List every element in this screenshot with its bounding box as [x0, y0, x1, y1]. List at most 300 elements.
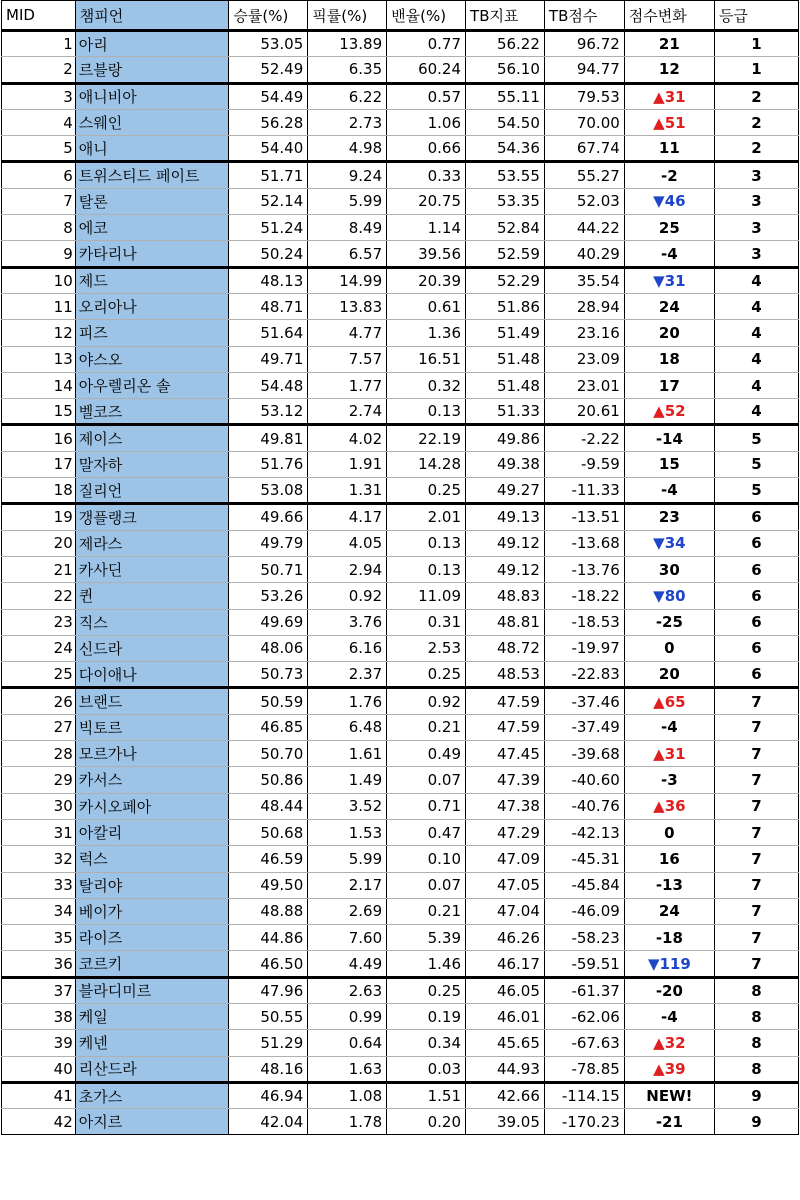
- cell-ban-rate: 0.47: [387, 819, 466, 845]
- cell-pick-rate: 1.63: [308, 1056, 387, 1082]
- cell-win-rate: 49.50: [229, 872, 308, 898]
- table-row: [2, 609, 799, 635]
- cell-champion: 질리언: [75, 478, 229, 504]
- cell-score-change: 24: [624, 898, 714, 924]
- cell-champion: 아지르: [75, 1109, 229, 1135]
- cell-mid: 30: [2, 793, 76, 819]
- cell-grade: 8: [714, 977, 798, 1003]
- cell-mid: 15: [2, 399, 76, 425]
- table-row: [2, 1003, 799, 1029]
- cell-grade: 8: [714, 1056, 798, 1082]
- cell-grade: 7: [714, 925, 798, 951]
- cell-score-change: 21: [624, 31, 714, 57]
- cell-score-change: 15: [624, 451, 714, 477]
- cell-ban-rate: 0.13: [387, 399, 466, 425]
- cell-pick-rate: 9.24: [308, 162, 387, 188]
- table-row: [2, 267, 799, 293]
- cell-tb-score: -67.63: [544, 1030, 624, 1056]
- cell-tb-index: 45.65: [466, 1030, 545, 1056]
- cell-score-change: 20: [624, 320, 714, 346]
- header-tb-index: TB지표: [466, 1, 545, 31]
- cell-score-change: -4: [624, 714, 714, 740]
- cell-tb-score: -170.23: [544, 1109, 624, 1135]
- cell-pick-rate: 5.99: [308, 846, 387, 872]
- table-row: [2, 293, 799, 319]
- cell-champion: 카사딘: [75, 556, 229, 582]
- cell-pick-rate: 6.57: [308, 241, 387, 267]
- cell-win-rate: 51.24: [229, 215, 308, 241]
- cell-tb-score: 79.53: [544, 83, 624, 109]
- table-row: [2, 793, 799, 819]
- cell-grade: 6: [714, 556, 798, 582]
- cell-win-rate: 50.71: [229, 556, 308, 582]
- table-row: [2, 925, 799, 951]
- cell-mid: 29: [2, 767, 76, 793]
- cell-mid: 10: [2, 267, 76, 293]
- cell-champion: 피즈: [75, 320, 229, 346]
- table-row: [2, 951, 799, 977]
- cell-grade: 7: [714, 793, 798, 819]
- cell-champion: 카타리나: [75, 241, 229, 267]
- cell-grade: 3: [714, 241, 798, 267]
- cell-ban-rate: 1.14: [387, 215, 466, 241]
- cell-champion: 럭스: [75, 846, 229, 872]
- cell-ban-rate: 20.75: [387, 188, 466, 214]
- cell-tb-score: -22.83: [544, 662, 624, 688]
- cell-mid: 20: [2, 530, 76, 556]
- cell-tb-index: 51.33: [466, 399, 545, 425]
- cell-win-rate: 48.88: [229, 898, 308, 924]
- cell-tb-index: 47.09: [466, 846, 545, 872]
- table-row: [2, 372, 799, 398]
- cell-champion: 아우렐리온 솔: [75, 372, 229, 398]
- cell-tb-score: -78.85: [544, 1056, 624, 1082]
- table-row: [2, 1030, 799, 1056]
- cell-tb-score: -40.76: [544, 793, 624, 819]
- cell-champion: 르블랑: [75, 57, 229, 83]
- cell-tb-index: 48.53: [466, 662, 545, 688]
- cell-tb-index: 52.84: [466, 215, 545, 241]
- cell-tb-score: -13.51: [544, 504, 624, 530]
- cell-win-rate: 50.86: [229, 767, 308, 793]
- cell-pick-rate: 0.64: [308, 1030, 387, 1056]
- cell-tb-score: -42.13: [544, 819, 624, 845]
- cell-champion: 라이즈: [75, 925, 229, 951]
- cell-mid: 41: [2, 1082, 76, 1108]
- cell-pick-rate: 2.94: [308, 556, 387, 582]
- cell-champion: 직스: [75, 609, 229, 635]
- cell-pick-rate: 13.89: [308, 31, 387, 57]
- cell-win-rate: 53.26: [229, 583, 308, 609]
- cell-tb-score: -19.97: [544, 635, 624, 661]
- table-row: [2, 31, 799, 57]
- cell-tb-score: -58.23: [544, 925, 624, 951]
- cell-ban-rate: 0.20: [387, 1109, 466, 1135]
- cell-win-rate: 50.59: [229, 688, 308, 714]
- cell-mid: 39: [2, 1030, 76, 1056]
- cell-pick-rate: 0.99: [308, 1003, 387, 1029]
- cell-champion: 제라스: [75, 530, 229, 556]
- cell-tb-score: 40.29: [544, 241, 624, 267]
- cell-win-rate: 50.73: [229, 662, 308, 688]
- cell-grade: 7: [714, 714, 798, 740]
- cell-win-rate: 46.94: [229, 1082, 308, 1108]
- table-row: [2, 583, 799, 609]
- cell-grade: 4: [714, 346, 798, 372]
- cell-score-change: -21: [624, 1109, 714, 1135]
- table-row: [2, 346, 799, 372]
- cell-grade: 6: [714, 662, 798, 688]
- cell-win-rate: 51.76: [229, 451, 308, 477]
- cell-win-rate: 44.86: [229, 925, 308, 951]
- cell-mid: 34: [2, 898, 76, 924]
- cell-champion: 아리: [75, 31, 229, 57]
- table-row: [2, 57, 799, 83]
- cell-pick-rate: 5.99: [308, 188, 387, 214]
- cell-champion: 빅토르: [75, 714, 229, 740]
- cell-grade: 7: [714, 688, 798, 714]
- cell-champion: 모르가나: [75, 741, 229, 767]
- table-row: [2, 898, 799, 924]
- cell-win-rate: 48.16: [229, 1056, 308, 1082]
- cell-champion: 아칼리: [75, 819, 229, 845]
- cell-champion: 퀸: [75, 583, 229, 609]
- header-pick-rate: 픽률(%): [308, 1, 387, 31]
- table-row: [2, 399, 799, 425]
- table-row: [2, 662, 799, 688]
- cell-mid: 2: [2, 57, 76, 83]
- cell-tb-score: -114.15: [544, 1082, 624, 1108]
- cell-mid: 42: [2, 1109, 76, 1135]
- cell-tb-index: 48.72: [466, 635, 545, 661]
- cell-grade: 3: [714, 188, 798, 214]
- cell-pick-rate: 4.02: [308, 425, 387, 451]
- cell-tb-score: -45.84: [544, 872, 624, 898]
- cell-tb-score: 94.77: [544, 57, 624, 83]
- cell-tb-index: 51.86: [466, 293, 545, 319]
- cell-mid: 5: [2, 136, 76, 162]
- cell-win-rate: 52.49: [229, 57, 308, 83]
- cell-tb-index: 49.13: [466, 504, 545, 530]
- cell-mid: 32: [2, 846, 76, 872]
- cell-champion: 탈리야: [75, 872, 229, 898]
- table-row: [2, 188, 799, 214]
- cell-mid: 11: [2, 293, 76, 319]
- cell-pick-rate: 1.61: [308, 741, 387, 767]
- cell-score-change: -18: [624, 925, 714, 951]
- cell-mid: 26: [2, 688, 76, 714]
- cell-pick-rate: 2.73: [308, 109, 387, 135]
- cell-mid: 14: [2, 372, 76, 398]
- table-row: [2, 530, 799, 556]
- cell-ban-rate: 0.21: [387, 714, 466, 740]
- cell-ban-rate: 0.32: [387, 372, 466, 398]
- cell-win-rate: 51.29: [229, 1030, 308, 1056]
- cell-champion: 케일: [75, 1003, 229, 1029]
- cell-mid: 12: [2, 320, 76, 346]
- header-grade: 등급: [714, 1, 798, 31]
- cell-mid: 37: [2, 977, 76, 1003]
- cell-grade: 4: [714, 320, 798, 346]
- cell-ban-rate: 39.56: [387, 241, 466, 267]
- cell-ban-rate: 5.39: [387, 925, 466, 951]
- cell-pick-rate: 4.49: [308, 951, 387, 977]
- cell-pick-rate: 1.31: [308, 478, 387, 504]
- cell-ban-rate: 0.31: [387, 609, 466, 635]
- cell-champion: 리산드라: [75, 1056, 229, 1082]
- cell-score-change: ▼46: [624, 188, 714, 214]
- cell-tb-index: 49.27: [466, 478, 545, 504]
- cell-win-rate: 53.08: [229, 478, 308, 504]
- cell-win-rate: 50.24: [229, 241, 308, 267]
- cell-ban-rate: 0.10: [387, 846, 466, 872]
- cell-ban-rate: 0.25: [387, 977, 466, 1003]
- cell-tb-index: 56.10: [466, 57, 545, 83]
- table-row: [2, 1056, 799, 1082]
- cell-win-rate: 48.06: [229, 635, 308, 661]
- header-champion: 챔피언: [75, 1, 229, 31]
- cell-pick-rate: 4.17: [308, 504, 387, 530]
- cell-mid: 17: [2, 451, 76, 477]
- cell-pick-rate: 4.98: [308, 136, 387, 162]
- cell-mid: 24: [2, 635, 76, 661]
- cell-win-rate: 42.04: [229, 1109, 308, 1135]
- cell-mid: 1: [2, 31, 76, 57]
- cell-win-rate: 46.85: [229, 714, 308, 740]
- cell-champion: 벨코즈: [75, 399, 229, 425]
- cell-champion: 제드: [75, 267, 229, 293]
- cell-tb-index: 47.05: [466, 872, 545, 898]
- cell-tb-score: -59.51: [544, 951, 624, 977]
- cell-tb-score: 96.72: [544, 31, 624, 57]
- cell-ban-rate: 0.13: [387, 556, 466, 582]
- cell-tb-score: 44.22: [544, 215, 624, 241]
- cell-tb-index: 47.04: [466, 898, 545, 924]
- cell-mid: 9: [2, 241, 76, 267]
- cell-win-rate: 54.40: [229, 136, 308, 162]
- cell-champion: 블라디미르: [75, 977, 229, 1003]
- cell-grade: 6: [714, 635, 798, 661]
- cell-tb-score: 35.54: [544, 267, 624, 293]
- cell-score-change: 20: [624, 662, 714, 688]
- cell-grade: 8: [714, 1003, 798, 1029]
- cell-win-rate: 48.44: [229, 793, 308, 819]
- cell-ban-rate: 0.25: [387, 478, 466, 504]
- cell-score-change: ▲65: [624, 688, 714, 714]
- cell-grade: 7: [714, 898, 798, 924]
- cell-tb-index: 46.01: [466, 1003, 545, 1029]
- cell-win-rate: 50.70: [229, 741, 308, 767]
- cell-mid: 4: [2, 109, 76, 135]
- table-row: [2, 451, 799, 477]
- table-row: [2, 635, 799, 661]
- cell-mid: 13: [2, 346, 76, 372]
- cell-grade: 6: [714, 609, 798, 635]
- cell-tb-index: 42.66: [466, 1082, 545, 1108]
- cell-ban-rate: 1.46: [387, 951, 466, 977]
- cell-mid: 8: [2, 215, 76, 241]
- cell-champion: 카시오페아: [75, 793, 229, 819]
- cell-tb-score: -13.68: [544, 530, 624, 556]
- cell-tb-score: -39.68: [544, 741, 624, 767]
- cell-tb-index: 46.17: [466, 951, 545, 977]
- cell-grade: 5: [714, 451, 798, 477]
- cell-win-rate: 49.81: [229, 425, 308, 451]
- cell-tb-index: 52.29: [466, 267, 545, 293]
- cell-grade: 7: [714, 767, 798, 793]
- cell-pick-rate: 1.77: [308, 372, 387, 398]
- cell-pick-rate: 0.92: [308, 583, 387, 609]
- cell-tb-score: -18.53: [544, 609, 624, 635]
- cell-tb-score: -18.22: [544, 583, 624, 609]
- cell-score-change: 12: [624, 57, 714, 83]
- table-row: [2, 215, 799, 241]
- cell-champion: 탈론: [75, 188, 229, 214]
- cell-score-change: 17: [624, 372, 714, 398]
- cell-ban-rate: 0.57: [387, 83, 466, 109]
- cell-score-change: -13: [624, 872, 714, 898]
- cell-pick-rate: 6.48: [308, 714, 387, 740]
- cell-pick-rate: 1.49: [308, 767, 387, 793]
- cell-tb-score: -62.06: [544, 1003, 624, 1029]
- cell-score-change: -14: [624, 425, 714, 451]
- table-row: [2, 1109, 799, 1135]
- table-row: [2, 767, 799, 793]
- cell-pick-rate: 6.35: [308, 57, 387, 83]
- cell-grade: 6: [714, 504, 798, 530]
- cell-champion: 스웨인: [75, 109, 229, 135]
- cell-tb-score: 23.01: [544, 372, 624, 398]
- cell-tb-score: 70.00: [544, 109, 624, 135]
- cell-mid: 19: [2, 504, 76, 530]
- cell-champion: 신드라: [75, 635, 229, 661]
- table-row: [2, 320, 799, 346]
- cell-tb-index: 55.11: [466, 83, 545, 109]
- cell-champion: 애니: [75, 136, 229, 162]
- cell-grade: 4: [714, 267, 798, 293]
- cell-pick-rate: 2.37: [308, 662, 387, 688]
- cell-pick-rate: 8.49: [308, 215, 387, 241]
- cell-grade: 6: [714, 583, 798, 609]
- cell-tb-score: -13.76: [544, 556, 624, 582]
- cell-ban-rate: 60.24: [387, 57, 466, 83]
- cell-score-change: ▲31: [624, 741, 714, 767]
- cell-pick-rate: 4.77: [308, 320, 387, 346]
- cell-mid: 35: [2, 925, 76, 951]
- cell-tb-index: 53.35: [466, 188, 545, 214]
- cell-score-change: -4: [624, 1003, 714, 1029]
- cell-pick-rate: 6.16: [308, 635, 387, 661]
- cell-mid: 3: [2, 83, 76, 109]
- table-row: [2, 109, 799, 135]
- cell-grade: 7: [714, 846, 798, 872]
- cell-ban-rate: 0.49: [387, 741, 466, 767]
- cell-score-change: -3: [624, 767, 714, 793]
- cell-grade: 4: [714, 372, 798, 398]
- cell-champion: 브랜드: [75, 688, 229, 714]
- cell-score-change: -4: [624, 478, 714, 504]
- cell-tb-score: 52.03: [544, 188, 624, 214]
- champion-tier-table: [1, 0, 799, 1135]
- cell-ban-rate: 0.34: [387, 1030, 466, 1056]
- cell-ban-rate: 0.71: [387, 793, 466, 819]
- cell-score-change: ▲36: [624, 793, 714, 819]
- cell-score-change: 0: [624, 635, 714, 661]
- table-row: [2, 556, 799, 582]
- cell-win-rate: 50.55: [229, 1003, 308, 1029]
- cell-tb-index: 46.26: [466, 925, 545, 951]
- cell-mid: 7: [2, 188, 76, 214]
- cell-grade: 3: [714, 215, 798, 241]
- cell-score-change: 16: [624, 846, 714, 872]
- cell-ban-rate: 14.28: [387, 451, 466, 477]
- cell-pick-rate: 6.22: [308, 83, 387, 109]
- cell-grade: 5: [714, 425, 798, 451]
- cell-ban-rate: 0.33: [387, 162, 466, 188]
- cell-mid: 22: [2, 583, 76, 609]
- cell-champion: 말자하: [75, 451, 229, 477]
- cell-grade: 7: [714, 951, 798, 977]
- cell-win-rate: 50.68: [229, 819, 308, 845]
- table-row: [2, 819, 799, 845]
- cell-ban-rate: 11.09: [387, 583, 466, 609]
- cell-score-change: -2: [624, 162, 714, 188]
- cell-ban-rate: 2.01: [387, 504, 466, 530]
- cell-mid: 6: [2, 162, 76, 188]
- cell-grade: 3: [714, 162, 798, 188]
- cell-pick-rate: 3.52: [308, 793, 387, 819]
- cell-score-change: ▲52: [624, 399, 714, 425]
- cell-score-change: 23: [624, 504, 714, 530]
- cell-win-rate: 46.59: [229, 846, 308, 872]
- table-row: [2, 688, 799, 714]
- cell-grade: 8: [714, 1030, 798, 1056]
- cell-ban-rate: 1.36: [387, 320, 466, 346]
- cell-tb-score: -37.46: [544, 688, 624, 714]
- cell-champion: 에코: [75, 215, 229, 241]
- cell-champion: 애니비아: [75, 83, 229, 109]
- cell-grade: 1: [714, 31, 798, 57]
- cell-win-rate: 48.71: [229, 293, 308, 319]
- cell-pick-rate: 1.08: [308, 1082, 387, 1108]
- cell-tb-score: -2.22: [544, 425, 624, 451]
- table-row: [2, 241, 799, 267]
- cell-pick-rate: 2.69: [308, 898, 387, 924]
- cell-win-rate: 56.28: [229, 109, 308, 135]
- cell-pick-rate: 3.76: [308, 609, 387, 635]
- cell-win-rate: 52.14: [229, 188, 308, 214]
- cell-ban-rate: 0.92: [387, 688, 466, 714]
- cell-tb-index: 53.55: [466, 162, 545, 188]
- cell-win-rate: 51.64: [229, 320, 308, 346]
- cell-mid: 38: [2, 1003, 76, 1029]
- cell-grade: 7: [714, 819, 798, 845]
- cell-tb-index: 47.29: [466, 819, 545, 845]
- cell-champion: 오리아나: [75, 293, 229, 319]
- table-row: [2, 741, 799, 767]
- cell-mid: 23: [2, 609, 76, 635]
- cell-tb-score: -11.33: [544, 478, 624, 504]
- cell-mid: 28: [2, 741, 76, 767]
- cell-champion: 카서스: [75, 767, 229, 793]
- table-row: [2, 846, 799, 872]
- cell-champion: 갱플랭크: [75, 504, 229, 530]
- cell-tb-index: 46.05: [466, 977, 545, 1003]
- header-mid: MID: [2, 1, 76, 31]
- cell-pick-rate: 1.78: [308, 1109, 387, 1135]
- cell-mid: 27: [2, 714, 76, 740]
- table-row: [2, 162, 799, 188]
